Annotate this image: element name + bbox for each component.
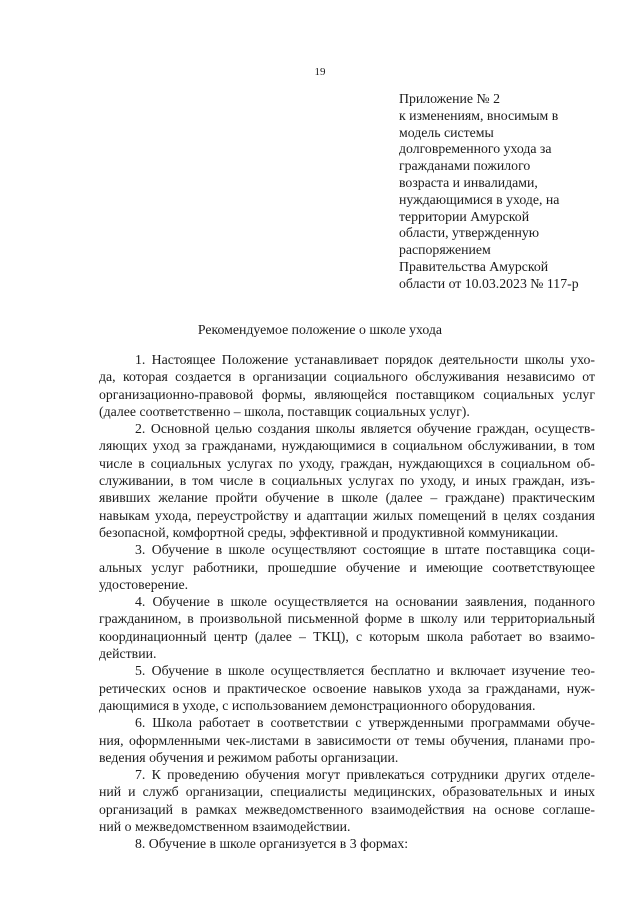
- paragraph-line: да, которая создается в организации социального обслуживания независимо от: [99, 369, 595, 385]
- paragraph-line: 7. К проведению обучения могут привлекаться сотрудники других отделе-: [135, 767, 595, 783]
- paragraph-line: удостоверение.: [99, 576, 189, 592]
- appendix-line: распоряжением: [399, 242, 491, 258]
- paragraph-line: ведения обучения и режимом работы организации.: [99, 749, 399, 765]
- paragraph-line: 4. Обучение в школе осуществляется на основании заявления, поданного: [135, 594, 595, 610]
- paragraph-line: ний и служб организации, специалисты медицинских, образовательных и иных: [99, 784, 595, 800]
- document-body: [99, 351, 595, 853]
- appendix-line: территории Амурской: [399, 208, 530, 224]
- paragraph-line: служивании, в том числе в социальных услугах по уходу, и иных граждан, изъ-: [99, 473, 595, 489]
- appendix-line: модель системы: [399, 124, 494, 140]
- paragraph-line: ретических основ и практическое освоение навыков ухода за гражданами, нуж-: [99, 680, 595, 696]
- paragraph-line: организаций в рамках межведомственного взаимодействия на основе соглаше-: [99, 801, 595, 817]
- appendix-line: нуждающимися в уходе, на: [399, 191, 560, 207]
- appendix-block: [399, 91, 604, 293]
- paragraph-line: навыкам ухода, переустройству и адаптации жилых помещений в целях создания: [99, 507, 595, 523]
- paragraph-line: 8. Обучение в школе организуется в 3 формах:: [135, 836, 409, 852]
- appendix-line: к изменениям, вносимым в: [399, 107, 559, 123]
- appendix-line: области от 10.03.2023 № 117-р: [399, 275, 579, 291]
- paragraph-line: дающимися в уходе, с использованием демонстрационного оборудования.: [99, 697, 536, 713]
- document-title: Рекомендуемое положение о школе ухода: [197, 322, 443, 337]
- paragraph-line: ния, оформленными чек-листами в зависимости от темы обучения, планами про-: [99, 732, 595, 748]
- paragraph-line: координационный центр (далее – ТКЦ), с которым школа работает во взаимо-: [99, 628, 595, 644]
- appendix-line: Правительства Амурской: [399, 258, 549, 274]
- paragraph-line: 5. Обучение в школе осуществляется бесплатно и включает изучение тео-: [135, 663, 595, 679]
- paragraph-line: действии.: [99, 646, 157, 662]
- paragraph-line: (далее соответственно – школа, поставщик социальных услуг).: [99, 403, 470, 419]
- paragraph-line: безопасной, комфортной среды, эффективной и продуктивной коммуникации.: [99, 524, 559, 540]
- paragraph-line: 6. Школа работает в соответствии с утвержденными программами обуче-: [135, 715, 595, 731]
- appendix-line: области, утвержденную: [399, 225, 540, 241]
- paragraph-line: явивших желание пройти обучение в школе (далее – граждане) практическим: [99, 490, 595, 506]
- paragraph-line: ляющих уход за гражданами, нуждающимися в социальном обслуживании, в том: [99, 438, 595, 454]
- paragraph-line: альных услуг работники, прошедшие обучение и имеющие соответствующее: [99, 559, 595, 575]
- paragraph-line: числе в социальных услугах по уходу, граждан, нуждающихся в социальном об-: [99, 455, 595, 471]
- appendix-line: гражданами пожилого: [399, 158, 531, 174]
- paragraph-line: гражданином, в произвольной письменной форме в школу или территориальный: [99, 611, 595, 627]
- paragraph-line: 3. Обучение в школе осуществляют состоящие в штате поставщика соци-: [135, 542, 595, 558]
- paragraph-line: 2. Основной целью создания школы является обучение граждан, осуществ-: [135, 421, 595, 437]
- paragraph-line: организационно-правовой формы, являющейся поставщиком социальных услуг: [99, 386, 595, 402]
- appendix-line: долговременного ухода за: [399, 141, 552, 157]
- page-number: 19: [314, 66, 326, 78]
- appendix-line: Приложение № 2: [399, 91, 501, 106]
- paragraph-line: ний о межведомственном взаимодействии.: [99, 819, 351, 835]
- paragraph-line: 1. Настоящее Положение устанавливает порядок деятельности школы ухо-: [135, 352, 595, 367]
- appendix-line: возраста и инвалидами,: [399, 174, 538, 190]
